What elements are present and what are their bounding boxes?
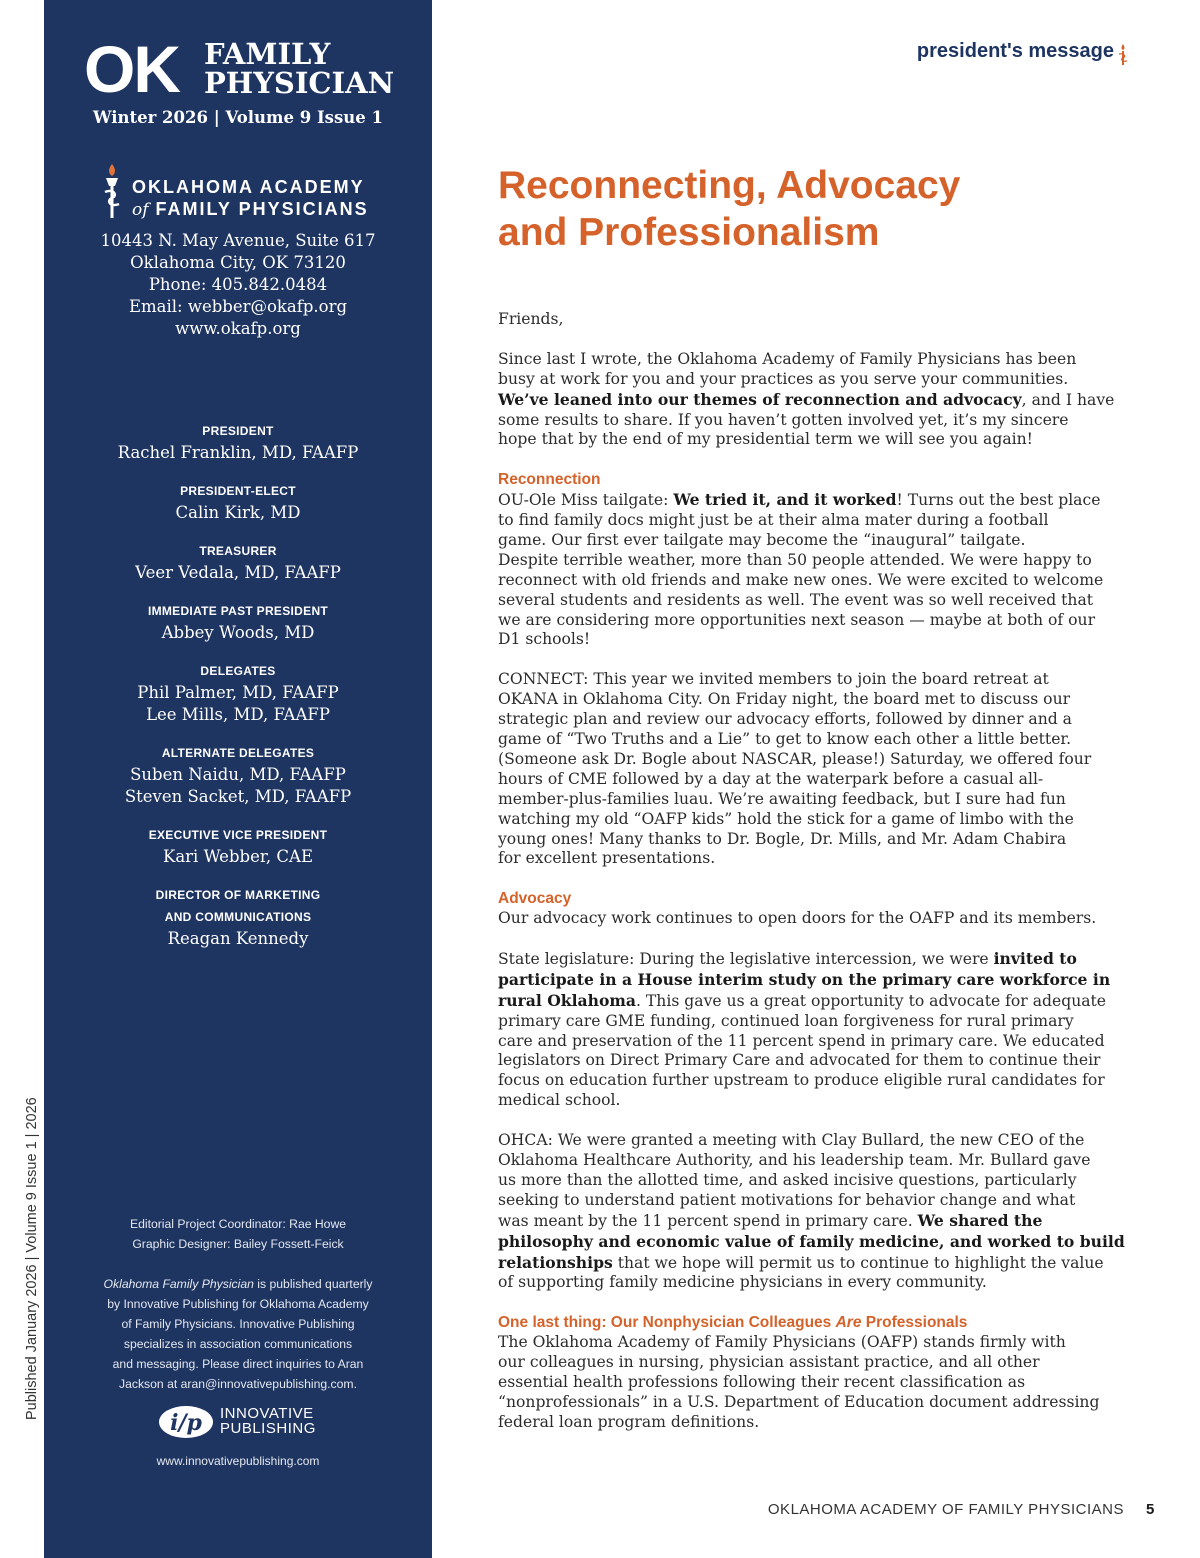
article-body [498, 310, 1148, 1433]
emphasis: invited to [993, 948, 1077, 968]
phone: Phone: 405.842.0484 [148, 275, 328, 294]
emphasis: participate in a House interim study on the primary care workforce in [498, 969, 1111, 989]
logo-physician: PHYSICIAN [204, 66, 395, 100]
section-tag: president's message [916, 40, 1114, 62]
emphasis: We’ve leaned into our themes of reconnection and advocacy [498, 389, 1022, 409]
logo-ok: OK [84, 32, 179, 106]
emphasis: philosophy and economic value of family medicine, and worked to build [498, 1231, 1125, 1251]
subhead-advocacy: Advocacy [498, 890, 572, 908]
officer-title: ALTERNATE DELEGATES [161, 746, 315, 760]
headline-line1: Reconnecting, Advocacy [498, 164, 961, 207]
officer-title-line2: AND COMMUNICATIONS [164, 910, 312, 924]
innovative-publishing-logo [158, 1404, 338, 1444]
publisher-note-l6: Jackson at aran@innovativepublishing.com. [119, 1377, 357, 1391]
footer-org: OKLAHOMA ACADEMY OF FAMILY PHYSICIANS [767, 1501, 1124, 1518]
page-number: 5 [1146, 1501, 1155, 1518]
officer-name: Kari Webber, CAE [163, 847, 313, 866]
officer-evp [44, 824, 432, 868]
officer-treasurer [44, 540, 432, 584]
paragraph-legislature: State legislature: During the legislative intercession, we were invited to participate in a House interim study on the primary care workforce in rural Oklahoma. This gave us a great opportunity to advocate for adequate primary care GME funding, continued loan forgiveness for rural primary care and preservation of the 11 percent spend in primary care. We educated legislators on Direct Primary Care and advocated for them to continue their focus on education further upstream to produce eligible rural candidates for medical school. [498, 948, 1111, 1110]
subhead-reconnection: Reconnection [498, 471, 601, 489]
ip-badge-mark: i/p [170, 1410, 202, 1436]
officer-name: Rachel Franklin, MD, FAAFP [117, 443, 359, 462]
website: www.okafp.org [175, 319, 301, 338]
issue-line: Winter 2026 | Volume 9 Issue 1 [93, 108, 383, 127]
publication-side-note: Published January 2026 | Volume 9 Issue 1 | 2026 [24, 1097, 40, 1420]
publisher-note-l3: of Family Physicians. Innovative Publishing [121, 1317, 355, 1331]
publisher-note-l4: specializes in association communications [123, 1337, 353, 1351]
paragraph-advocacy-intro: Our advocacy work continues to open doors for the OAFP and its members. [498, 909, 1097, 928]
logo-family-physician [204, 37, 395, 100]
officer-president-elect [44, 480, 432, 524]
officer-name: Veer Vedala, MD, FAAFP [135, 563, 341, 582]
paragraph-connect: CONNECT: This year we invited members to join the board retreat at OKANA in Oklahoma City. On Friday night, the board met to discuss our strategic plan and review our advocacy efforts, followed by dinner and a game of “Two Truths and a Lie” to get to know each other a little better. (Someone ask Dr. Bogle about NASCAR, please!) Saturday, we offered four hours of CME followed by a day at the waterpark before a casual all- member-plus-families luau. We’re awaiting feedback, but I sure had fun watching my old “OAFP kids” hold the stick for a game of limbo with the young ones! Many thanks to Dr. Bogle, Dr. Mills, and Mr. Adam Chabira for excellent presentations. [498, 670, 1092, 868]
credits-block [74, 1214, 402, 1394]
emphasis: rural Oklahoma [498, 990, 636, 1010]
coordinator-credit: Editorial Project Coordinator: Rae Howe [129, 1217, 347, 1231]
logo-family: FAMILY [204, 37, 331, 71]
ip-line2: PUBLISHING [220, 1420, 316, 1437]
officer-title: IMMEDIATE PAST PRESIDENT [147, 604, 329, 618]
officer-alternate-delegates [44, 742, 432, 808]
masthead-sidebar [44, 0, 432, 1558]
paragraph-ohca: OHCA: We were granted a meeting with Clay Bullard, the new CEO of the Oklahoma Healthcare Authority, and his leadership team. Mr. Bullard gave us more than the allotted time, and asked incisive questions, particularly seeking to understand patient motivations for behavior change and what was meant by the 11 percent spend in primary care. We shared the philosophy and economic value of family medicine, and worked to build relationships that we hope will permit us to continue to highlight the value of supporting family medicine physicians in every community. [498, 1131, 1125, 1292]
officer-name: Reagan Kennedy [167, 929, 309, 948]
designer-credit: Graphic Designer: Bailey Fossett-Feick [132, 1237, 344, 1251]
publisher-note-l2: by Innovative Publishing for Oklahoma Academy [107, 1297, 369, 1311]
address-line2: Oklahoma City, OK 73120 [130, 253, 346, 272]
officer-title: PRESIDENT [202, 424, 274, 438]
oafp-name-line2-text: FAMILY PHYSICIANS [155, 199, 369, 219]
officer-title: PRESIDENT-ELECT [180, 484, 296, 498]
oafp-name-line1: OKLAHOMA ACADEMY [132, 177, 365, 197]
officer-president [44, 420, 432, 464]
officer-delegates [44, 660, 432, 726]
oafp-name-line2 [132, 198, 369, 221]
officer-marketing-director [44, 884, 432, 950]
oafp-name [132, 176, 369, 221]
greeting: Friends, [498, 310, 564, 328]
emphasis: We tried it, and it worked [673, 490, 897, 510]
paragraph-intro: Since last I wrote, the Oklahoma Academy of Family Physicians has been busy at work for you and your practices as you serve your communities. We’ve leaned into our themes of reconnection and advocacy, and I have some results to share. If you haven’t gotten involved yet, it’s my sincere hope that by the end of my presidential term we will see you again! [498, 349, 1115, 449]
article-headline [498, 162, 1138, 256]
address-line1: 10443 N. May Avenue, Suite 617 [100, 231, 376, 250]
officer-name: Suben Naidu, MD, FAAFP [130, 765, 346, 784]
contact-block [44, 230, 432, 340]
emphasis: relationships [498, 1252, 613, 1272]
officer-past-president [44, 600, 432, 644]
officer-title: TREASURER [199, 544, 277, 558]
officer-title: DELEGATES [200, 664, 276, 678]
subhead-last-thing: One last thing: Our Nonphysician Colleagues Are Professionals [498, 1314, 968, 1332]
paragraph-tailgate: OU-Ole Miss tailgate: We tried it, and it worked! Turns out the best place to find family docs might just be at their alma mater during a football game. Our first ever tailgate may become the “inaugural” tailgate. Despite terrible weather, more than 50 people attended. We were happy to reconnect with old friends and make new ones. We were excited to welcome several students and residents as well. The event was so well received that we are considering more opportunities next season — maybe at both of our D1 schools! [498, 490, 1104, 649]
publisher-note-l1: Oklahoma Family Physician is published quarterly [103, 1277, 373, 1291]
torch-icon [1118, 44, 1128, 66]
paragraph-professionals: The Oklahoma Academy of Family Physicians (OAFP) stands firmly with our colleagues in nursing, physician assistant practice, and all other essential health professions following their recent classification as “nonprofessionals” in a U.S. Department of Education document addressing federal loan program definitions. [498, 1333, 1100, 1431]
publisher-note-l5: and messaging. Please direct inquiries to Aran [112, 1357, 364, 1371]
ok-family-physician-logo [84, 32, 404, 106]
officer-name: Calin Kirk, MD [175, 503, 301, 522]
officer-title: EXECUTIVE VICE PRESIDENT [148, 828, 328, 842]
headline-line2: and Professionalism [498, 211, 880, 254]
officer-title: DIRECTOR OF MARKETING [155, 888, 321, 902]
oafp-logo [100, 162, 390, 222]
email: Email: webber@okafp.org [128, 297, 348, 316]
officer-name: Abbey Woods, MD [161, 623, 315, 642]
officers-list [44, 420, 432, 966]
emphasis: We shared the [917, 1210, 1043, 1230]
oafp-of: of [132, 200, 149, 220]
officer-name: Phil Palmer, MD, FAAFP [137, 683, 339, 702]
officer-name: Lee Mills, MD, FAAFP [146, 705, 330, 724]
ip-wordmark [220, 1406, 316, 1436]
torch-icon [100, 162, 124, 222]
ip-badge-icon [158, 1404, 214, 1440]
ip-line1: INNOVATIVE [220, 1405, 314, 1422]
officer-name: Steven Sacket, MD, FAAFP [124, 787, 352, 806]
publication-title: Oklahoma Family Physician [103, 1277, 254, 1291]
publisher-url: www.innovativepublishing.com [156, 1454, 320, 1468]
